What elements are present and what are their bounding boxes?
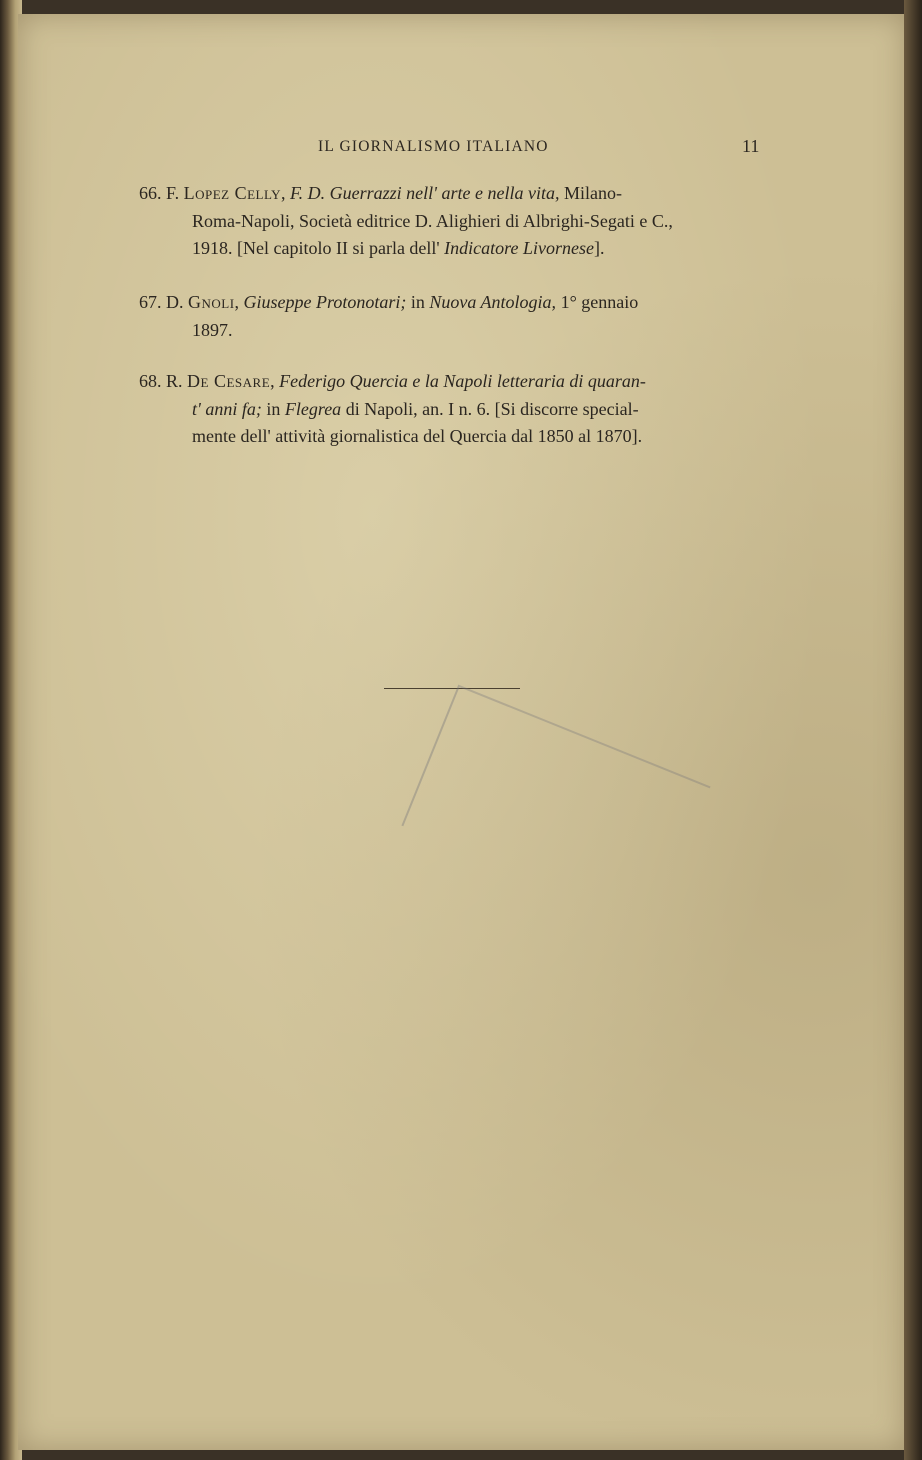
- entry-title: Giuseppe Protonotari;: [243, 292, 407, 312]
- entry-title: Federigo Quercia e la Napoli letteraria di quaran-: [279, 371, 646, 391]
- bibliography-entry-68: [139, 368, 779, 451]
- entry-line: 67. D. Gnoli, Giuseppe Protonotari; in Nuova Antologia, 1° gennaio: [139, 292, 639, 312]
- end-rule: [384, 688, 520, 689]
- entry-line: 66. F. Lopez Celly, F. D. Guerrazzi nell' arte e nella vita, Milano-: [139, 183, 622, 203]
- page-number: 11: [742, 136, 760, 156]
- page-right-edge: [904, 0, 922, 1460]
- entry-line: mente dell' attività giornalistica del Quercia dal 1850 al 1870].: [192, 426, 643, 446]
- entry-line: t' anni fa; in Flegrea di Napoli, an. I n. 6. [Si discorre special-: [192, 398, 639, 419]
- entry-line: Roma-Napoli, Società editrice D. Alighieri di Albrighi-Segati e C.,: [192, 210, 673, 231]
- bibliography-entry-67: [139, 289, 779, 344]
- running-head-title: IL GIORNALISMO ITALIANO: [318, 138, 549, 155]
- entry-line: 1918. [Nel capitolo II si parla dell' Indicatore Livornese].: [192, 238, 605, 258]
- entry-line: 68. R. De Cesare, Federigo Quercia e la Napoli letteraria di quaran-: [139, 371, 646, 391]
- entry-author: Gnoli: [188, 292, 235, 312]
- entry-journal: Flegrea: [284, 398, 342, 419]
- entry-journal: Indicatore Livornese: [444, 238, 594, 258]
- entry-title-cont: t' anni fa;: [192, 398, 262, 419]
- entry-journal: Nuova Antologia,: [429, 292, 557, 312]
- entry-author: De Cesare: [187, 371, 271, 391]
- bibliography-entry-66: [139, 180, 779, 263]
- entry-line: 1897.: [192, 319, 233, 340]
- entry-title: F. D. Guerrazzi nell' arte e nella vita,: [290, 183, 560, 203]
- entry-author: Lopez Celly: [183, 183, 281, 203]
